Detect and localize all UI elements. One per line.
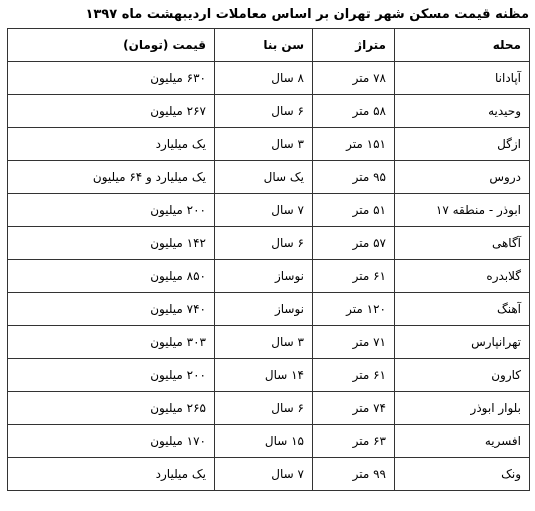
table-title: مظنه قیمت مسکن شهر تهران بر اساس معاملات اردیبهشت ماه ۱۳۹۷ — [85, 7, 529, 22]
cell-price: یک میلیارد و ۶۴ میلیون — [8, 161, 215, 194]
cell-price: یک میلیارد — [8, 458, 215, 491]
cell-neighborhood: تهرانپارس — [395, 326, 530, 359]
cell-price: ۷۴۰ میلیون — [8, 293, 215, 326]
cell-area: ۹۵ متر — [313, 161, 395, 194]
cell-price: ۲۶۷ میلیون — [8, 95, 215, 128]
cell-area: ۶۱ متر — [313, 359, 395, 392]
cell-building-age: ۶ سال — [215, 95, 313, 128]
cell-price: ۲۶۵ میلیون — [8, 392, 215, 425]
cell-area: ۷۱ متر — [313, 326, 395, 359]
table-row — [8, 194, 530, 227]
header-area: متراژ — [313, 29, 395, 62]
cell-area: ۷۸ متر — [313, 62, 395, 95]
cell-price: ۸۵۰ میلیون — [8, 260, 215, 293]
cell-building-age: ۱۴ سال — [215, 359, 313, 392]
table-row — [8, 293, 530, 326]
cell-neighborhood: آگاهی — [395, 227, 530, 260]
cell-building-age: نوساز — [215, 293, 313, 326]
cell-building-age: ۱۵ سال — [215, 425, 313, 458]
cell-neighborhood: دروس — [395, 161, 530, 194]
table-row — [8, 128, 530, 161]
cell-building-age: ۶ سال — [215, 227, 313, 260]
cell-neighborhood: وحیدیه — [395, 95, 530, 128]
cell-area: ۵۸ متر — [313, 95, 395, 128]
cell-neighborhood: آپادانا — [395, 62, 530, 95]
cell-building-age: نوساز — [215, 260, 313, 293]
table-row — [8, 227, 530, 260]
cell-neighborhood: بلوار ابوذر — [395, 392, 530, 425]
cell-building-age: ۳ سال — [215, 128, 313, 161]
cell-neighborhood: افسریه — [395, 425, 530, 458]
cell-area: ۱۵۱ متر — [313, 128, 395, 161]
cell-area: ۱۲۰ متر — [313, 293, 395, 326]
table-row — [8, 458, 530, 491]
table-row — [8, 326, 530, 359]
table-row — [8, 95, 530, 128]
table-row — [8, 62, 530, 95]
cell-area: ۹۹ متر — [313, 458, 395, 491]
cell-neighborhood: گلابدره — [395, 260, 530, 293]
header-neighborhood: محله — [395, 29, 530, 62]
cell-building-age: یک سال — [215, 161, 313, 194]
cell-price: ۳۰۳ میلیون — [8, 326, 215, 359]
cell-price: ۲۰۰ میلیون — [8, 194, 215, 227]
cell-building-age: ۶ سال — [215, 392, 313, 425]
cell-neighborhood: ازگل — [395, 128, 530, 161]
cell-area: ۵۱ متر — [313, 194, 395, 227]
cell-price: ۲۰۰ میلیون — [8, 359, 215, 392]
table-row — [8, 161, 530, 194]
cell-price: ۱۷۰ میلیون — [8, 425, 215, 458]
header-building-age: سن بنا — [215, 29, 313, 62]
cell-area: ۶۱ متر — [313, 260, 395, 293]
cell-neighborhood: کارون — [395, 359, 530, 392]
cell-price: ۶۳۰ میلیون — [8, 62, 215, 95]
cell-building-age: ۳ سال — [215, 326, 313, 359]
table-row — [8, 260, 530, 293]
cell-area: ۷۴ متر — [313, 392, 395, 425]
table-row — [8, 392, 530, 425]
cell-neighborhood: ابوذر - منطقه ۱۷ — [395, 194, 530, 227]
cell-area: ۶۳ متر — [313, 425, 395, 458]
cell-building-age: ۷ سال — [215, 458, 313, 491]
cell-building-age: ۷ سال — [215, 194, 313, 227]
cell-neighborhood: آهنگ — [395, 293, 530, 326]
header-price: قیمت (تومان) — [8, 29, 215, 62]
table-row — [8, 359, 530, 392]
cell-area: ۵۷ متر — [313, 227, 395, 260]
cell-building-age: ۸ سال — [215, 62, 313, 95]
header-row — [8, 29, 530, 62]
table-row — [8, 425, 530, 458]
cell-price: ۱۴۲ میلیون — [8, 227, 215, 260]
price-table — [7, 28, 530, 491]
cell-price: یک میلیارد — [8, 128, 215, 161]
cell-neighborhood: ونک — [395, 458, 530, 491]
